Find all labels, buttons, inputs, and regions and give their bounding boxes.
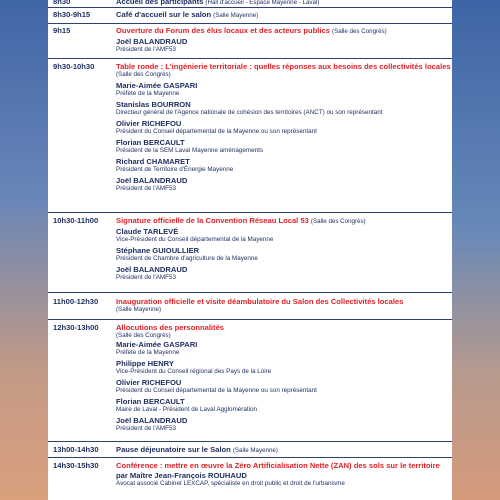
background-left-decoration (0, 0, 48, 500)
entry-title: Conférence : mettre en œuvre la Zéro Artificialisation Nette (ZAN) des sols sur le territoire (116, 461, 440, 470)
speaker-name: Marie-Aimée GASPARI (116, 81, 198, 90)
speaker-name: Joël BALANDRAUD (116, 176, 188, 185)
entry-title: Pause déjeunatoire sur le Salon (116, 445, 231, 454)
speaker-role: Préfète de la Mayenne (116, 90, 180, 97)
entry-time: 12h30-13h00 (53, 323, 99, 332)
speaker-role: Président de Chambre d'agriculture de la Mayenne (116, 255, 258, 262)
entry-room: (Salle Mayenne) (232, 447, 278, 454)
speaker-name: Philippe HENRY (116, 359, 174, 368)
speaker-role: Directeur général de l'Agence nationale de cohésion des territoires (ANCT) ou son représentant (116, 109, 383, 116)
speaker-name: Joël BALANDRAUD (116, 37, 188, 46)
speaker-role: Président de l'AMF53 (116, 425, 177, 432)
entry-room: (Salle des Congrès) (310, 218, 366, 225)
speaker-name: Joël BALANDRAUD (116, 265, 188, 274)
speaker-role: Président de l'AMF53 (116, 46, 177, 53)
entry-room: (Salle des Congrès) (116, 332, 171, 339)
entry-title: Signature officielle de la Convention Réseau Local 53 (116, 216, 309, 225)
schedule-entry-inauguration (48, 292, 452, 313)
entry-title: Café d'accueil sur le salon (116, 10, 212, 19)
speaker-role: Avocat associé Cabinet LEXCAP, spécialiste en droit public et droit de l'urbanisme (116, 480, 345, 487)
entry-time: 8h30 (53, 0, 71, 6)
entry-title: Table ronde : L'ingénierie territoriale : quelles réponses aux besoins des collectivités locales (116, 62, 451, 71)
entry-time: 9h30-10h30 (53, 62, 95, 71)
entry-room: (Salle des Congrès) (116, 71, 171, 78)
speaker-name: Claude TARLEVÉ (116, 227, 179, 236)
speaker-name: Olivier RICHEFOU (116, 119, 182, 128)
schedule-entry-lunch (48, 441, 452, 454)
programme-sheet (48, 0, 452, 500)
speaker-name: Florian BERCAULT (116, 397, 185, 406)
entry-room: (Salle Mayenne) (213, 12, 259, 19)
entry-time: 13h00-14h30 (53, 445, 99, 454)
entry-title: Ouverture du Forum des élus locaux et des acteurs publics (116, 26, 330, 35)
entry-time: 10h30-11h00 (53, 216, 99, 225)
entry-title: Allocutions des personnalités (116, 323, 225, 332)
schedule-entry-coffee (48, 7, 452, 24)
speaker-role: Président du Conseil départemental de la Mayenne ou son représentant (116, 128, 317, 135)
speaker-name: Stanislas BOURRON (116, 100, 191, 109)
entry-title: Inauguration officielle et visite déambulatoire du Salon des Collectivités locales (116, 297, 404, 306)
background-right-decoration (452, 0, 500, 500)
speaker-name: Joël BALANDRAUD (116, 416, 188, 425)
speaker-role: Président du Conseil départemental de la Mayenne ou son représentant (116, 387, 317, 394)
speaker-role: Président de la SEM Laval Mayenne aménagements (116, 147, 264, 154)
entry-time: 14h30-15h30 (53, 461, 99, 470)
speaker-role: Président de l'AMF53 (116, 274, 177, 281)
speaker-name: Florian BERCAULT (116, 138, 185, 147)
speaker-name: Marie-Aimée GASPARI (116, 340, 198, 349)
schedule-entry-opening (48, 23, 452, 53)
entry-time: 11h00-12h30 (53, 297, 99, 306)
entry-title: Accueil des participants (116, 0, 204, 6)
speaker-role: Maire de Laval - Président de Laval Agglomération (116, 406, 258, 413)
speaker-name: Stéphane GUIOULLIER (116, 246, 200, 255)
speaker-role: Vice-Président du Conseil régional des Pays de la Loire (116, 368, 272, 375)
speaker-role: Président de Territoire d'Énergie Mayenne (116, 166, 234, 173)
schedule-entry-signature (48, 212, 452, 281)
speaker-name: Richard CHAMARET (116, 157, 190, 166)
schedule-entry-speeches (48, 319, 452, 432)
entry-room: (Hall d'accueil - Espace Mayenne - Laval) (205, 0, 320, 6)
speaker-role: Vice-Président du Conseil départemental de la Mayenne (116, 236, 274, 243)
schedule-entry-conference (48, 457, 452, 487)
schedule-entry-round-table (48, 58, 452, 192)
speaker-role: Président de l'AMF53 (116, 185, 177, 192)
entry-room: (Salle Mayenne) (116, 306, 162, 313)
speaker-name: Olivier RICHEFOU (116, 378, 182, 387)
entry-room: (Salle des Congrès) (332, 28, 387, 35)
entry-time: 8h30-9h15 (53, 10, 91, 19)
speaker-name: par Maître Jean-François ROUHAUD (116, 471, 247, 480)
entry-time: 9h15 (53, 26, 71, 35)
speaker-role: Préfète de la Mayenne (116, 349, 180, 356)
